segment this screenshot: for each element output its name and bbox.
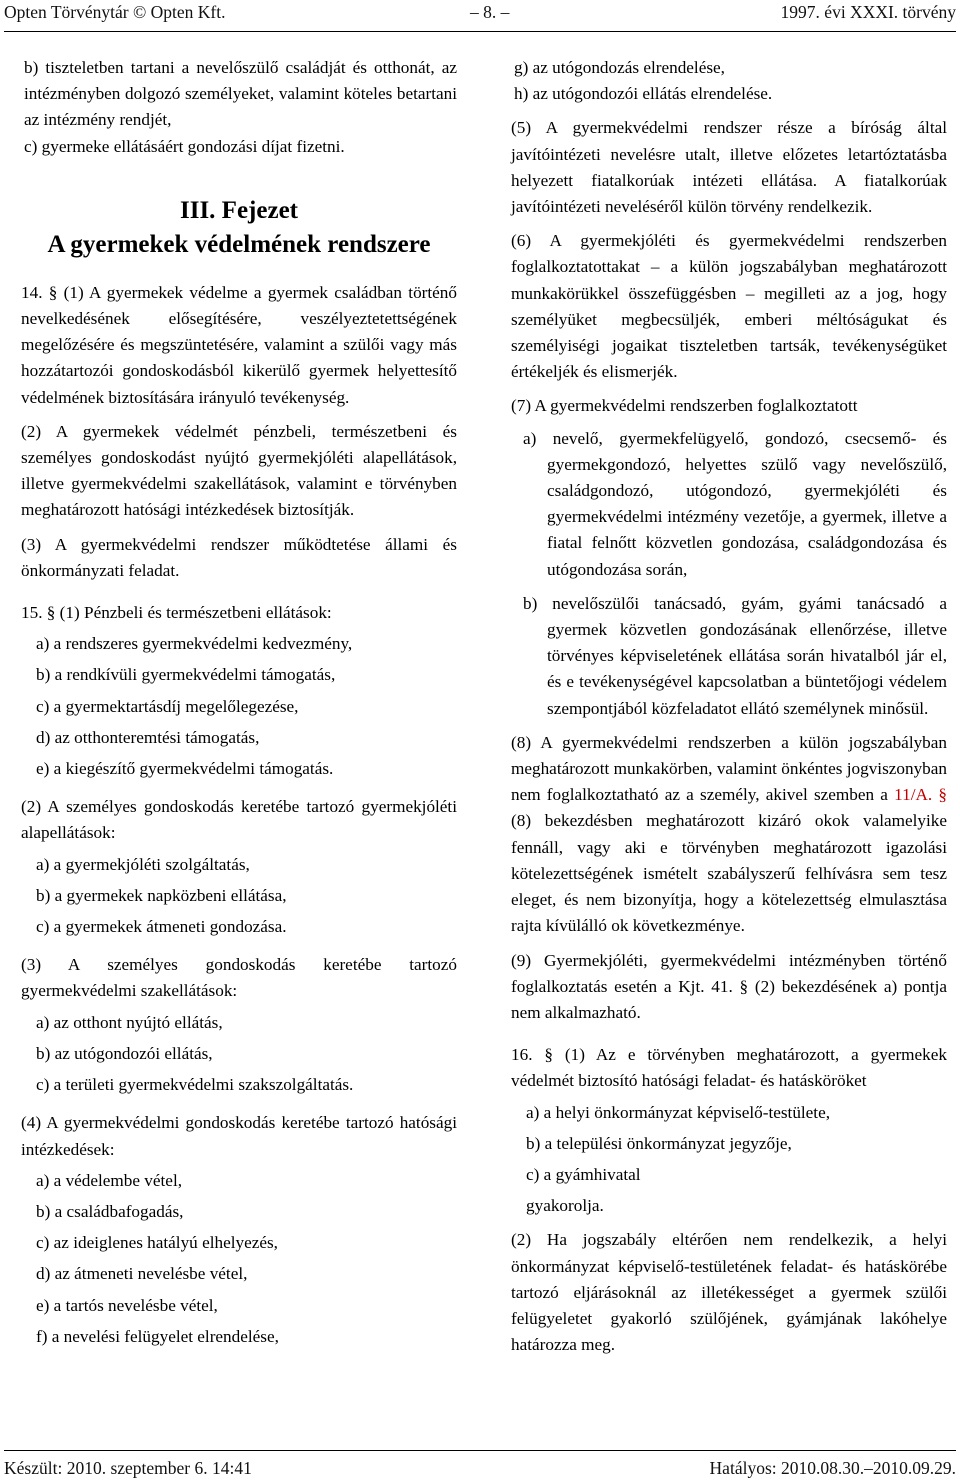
section-15-2: (2) A személyes gondoskodás keretébe tartozó gyermekjóléti alapellátások:: [21, 797, 457, 843]
list-item: a) a védelembe vétel,: [36, 1170, 183, 1190]
section-14-1: 14. § (1) A gyermekek védelme a gyermek családban történő nevelkedésének elősegítésére, veszélyeztetettségének megelőzésére és megszüntetésére, valamint a szülői vagy más hozzátartozói gondoskodásból kikerülő gyermek helyettesítő védelmének biztosítására irányuló tevékenység.: [21, 282, 457, 407]
list-item: b) a gyermekek napközbeni ellátása,: [36, 885, 287, 905]
list-item: a) a rendszeres gyermekvédelmi kedvezmény,: [36, 634, 353, 654]
list-item: c) az ideiglenes hatályú elhelyezés,: [36, 1233, 278, 1253]
section-16-1: 16. § (1) Az e törvényben meghatározott, a gyermekek védelmét biztosító hatósági feladat- és hatásköröket: [511, 1045, 947, 1091]
list-item: c) a gyermekek átmeneti gondozása.: [36, 917, 287, 937]
footer-created: Készült: 2010. szeptember 6. 14:41: [4, 1458, 252, 1478]
left-column: [21, 55, 457, 1448]
footer-validity: Hatályos: 2010.08.30.–2010.09.29.: [709, 1458, 956, 1478]
section-16-2: (2) Ha jogszabály eltérően nem rendelkezik, a helyi önkormányzat képviselő-testületének feladat- és hatáskörébe tartozó eljárásoknál az illetékességet a gyermek szülői felügyeletet gyakorló szülőjének, gyámjának lakóhelye határozza meg.: [511, 1230, 947, 1355]
section-15-8-text-start: (8) A gyermekvédelmi rendszerben a külön jogszabályban meghatározott munkakörben, valamint önkéntes jogviszonyban nem foglalkoztatható az a személy, akivel szemben a: [511, 732, 947, 805]
chapter-number: III. Fejezet: [180, 196, 298, 224]
chapter-heading: [21, 194, 457, 262]
header-page-number: – 8. –: [470, 2, 510, 22]
page-footer: [4, 1454, 956, 1482]
list-item: c) a gyermektartásdíj megelőlegezése,: [36, 696, 299, 716]
list-item: b) a családbafogadás,: [36, 1201, 184, 1221]
list-item: e) a kiegészítő gyermekvédelmi támogatás.: [36, 759, 334, 779]
cross-reference-link[interactable]: 11/A. §: [894, 785, 947, 805]
header-law-title: 1997. évi XXXI. törvény: [780, 2, 956, 22]
section-14-3: (3) A gyermekvédelmi rendszer működtetése állami és önkormányzati feladat.: [21, 534, 457, 580]
chapter-title: A gyermekek védelmének rendszere: [47, 230, 431, 258]
list-item: e) a tartós nevelésbe vétel,: [36, 1295, 218, 1315]
section-15-6: (6) A gyermekjóléti és gyermekvédelmi rendszerben foglalkoztatottakat – a külön jogszabályban meghatározott munkakörükkel összefüggésben – megilleti az a jog, hogy személyüket megbecsüljék, emberi méltóságukat és személyiségi jogaikat tiszteletben tartsák, tevékenységüket értékeljék és elismerjék.: [511, 231, 947, 382]
right-column: [511, 55, 947, 1448]
point-a: a) nevelő, gyermekfelügyelő, gondozó, csecsemő- és gyermekgondozó, helyettes szülő vagy nevelőszülő, családgondozó, utógondozó, gyermekjóléti és gyermekvédelmi intézmény vezetője, a gyermek, illetve a fiatal felnőtt közvetlen gondozása, családgondozása és utógondozása során,: [523, 428, 947, 579]
section-15-7: (7) A gyermekvédelmi rendszerben foglalkoztatott: [511, 396, 858, 416]
section-15-3-list: [21, 1010, 457, 1099]
list-item: f) a nevelési felügyelet elrendelése,: [36, 1326, 279, 1346]
list-item: a) a helyi önkormányzat képviselő-testülete,: [526, 1102, 831, 1122]
section-15-3: (3) A személyes gondoskodás keretébe tartozó gyermekvédelmi szakellátások:: [21, 955, 457, 1001]
section-15-7-list: [511, 426, 947, 722]
section-16-1-list: [511, 1100, 947, 1220]
list-item: c) a gyámhivatal: [526, 1164, 641, 1184]
list-item-continuation: gyakorolja.: [526, 1196, 604, 1216]
section-15-1-list: [21, 631, 457, 782]
list-item: a) az otthont nyújtó ellátás,: [36, 1012, 223, 1032]
list-item: b) a települési önkormányzat jegyzője,: [526, 1133, 792, 1153]
page-header: [4, 2, 956, 28]
section-15-4: (4) A gyermekvédelmi gondoskodás keretébe tartozó hatósági intézkedések:: [21, 1113, 457, 1159]
section-14-2: (2) A gyermekek védelmét pénzbeli, természetbeni és személyes gondoskodást nyújtó gyermekjóléti alapellátások, illetve gyermekvédelmi szakellátások, valamint e törvényben meghatározott hatósági intézkedések biztosítják.: [21, 421, 457, 520]
list-item: b) a rendkívüli gyermekvédelmi támogatás,: [36, 665, 336, 685]
list-item: d) az átmeneti nevelésbe vétel,: [36, 1264, 248, 1284]
point-b: b) tiszteletben tartani a nevelőszülő családját és otthonát, az intézményben dolgozó személyeket, valamint köteles betartani az intézmény rendjét,: [24, 58, 457, 130]
section-15-2-list: [21, 852, 457, 941]
section-15-8: [511, 730, 947, 940]
footer-rule: [4, 1450, 956, 1451]
point-h: h) az utógondozói ellátás elrendelése.: [514, 84, 773, 104]
header-rule: [4, 31, 956, 32]
section-15-9: (9) Gyermekjóléti, gyermekvédelmi intézményben történő foglalkoztatás esetén a Kjt. 41. § (2) bekezdésének a) pontja nem alkalmazható.: [511, 950, 947, 1022]
list-item: b) az utógondozói ellátás,: [36, 1043, 213, 1063]
section-15-8-text-end: (8) bekezdésben meghatározott kizáró okok valamelyike fennáll, vagy aki e törvényben meghatározott igazolási kötelezettségének ismételt szabályszerű felhívásra sem tesz eleget, és nem bizonyítja, hogy a kötelezettség elmulasztása rajta kívülálló ok következménye.: [511, 811, 947, 936]
list-item: a) a gyermekjóléti szolgáltatás,: [36, 854, 250, 874]
point-c: c) gyermeke ellátásáért gondozási díjat fizetni.: [24, 136, 345, 156]
point-b: b) nevelőszülői tanácsadó, gyám, gyámi tanácsadó a gyermek közvetlen gondozásának ellenőrzése, illetve törvényes képviseletének ellátása során hivatalból jár el, és e tevékenységével kapcsolatban a büntetőjogi védelem szempontjából közfeladatot ellátó személynek minősül.: [523, 593, 947, 718]
section-15-1: 15. § (1) Pénzbeli és természetbeni ellátások:: [21, 603, 332, 623]
list-item: d) az otthonteremtési támogatás,: [36, 727, 260, 747]
header-publisher: Opten Törvénytár © Opten Kft.: [4, 2, 226, 22]
section-15-4-list: [21, 1168, 457, 1350]
section-15-5: (5) A gyermekvédelmi rendszer része a bíróság által javítóintézeti nevelésre utalt, illetve előzetes letartóztatásba helyezett fiatalkorúak intézeti ellátása. A fiatalkorúak javítóintézeti neveléséről külön törvény rendelkezik.: [511, 118, 947, 217]
point-g: g) az utógondozás elrendelése,: [514, 58, 725, 77]
list-item: c) a területi gyermekvédelmi szakszolgáltatás.: [36, 1075, 354, 1095]
